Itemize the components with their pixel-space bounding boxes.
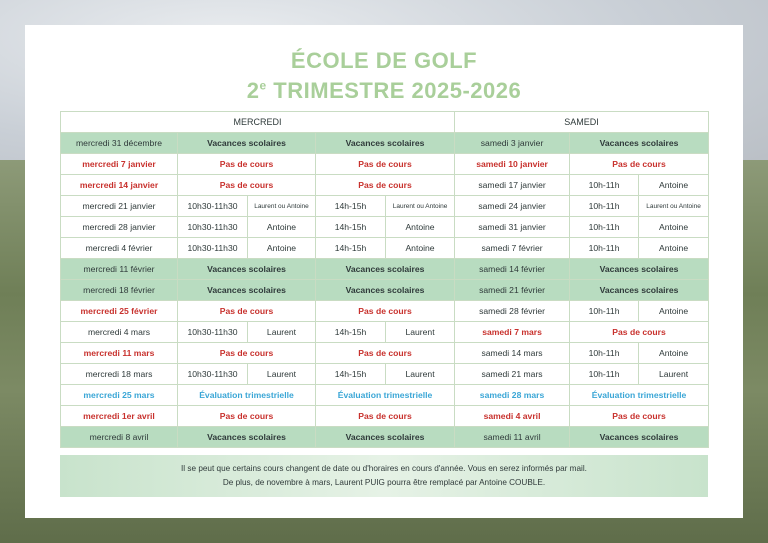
sat-date: samedi 14 mars [455,343,570,364]
sat-time: 10h-11h [570,175,639,196]
sat-date: samedi 10 janvier [455,154,570,175]
sat-coach: Antoine [639,175,709,196]
wed-afternoon-status: Pas de cours [316,406,455,427]
wed-afternoon-coach: Laurent ou Antoine [386,196,455,217]
sat-status: Évaluation trimestrielle [570,385,709,406]
sat-time: 10h-11h [570,301,639,322]
wed-date: mercredi 1er avril [61,406,178,427]
header-mercredi: MERCREDI [61,112,455,133]
table-row [61,364,709,385]
wed-afternoon-status: Pas de cours [316,343,455,364]
sat-time: 10h-11h [570,343,639,364]
footer-note [60,455,708,497]
wed-date: mercredi 8 avril [61,427,178,448]
wed-morning-status: Évaluation trimestrielle [178,385,316,406]
schedule-sheet [35,35,733,508]
wed-morning-status: Pas de cours [178,301,316,322]
table-row [61,427,709,448]
wed-date: mercredi 14 janvier [61,175,178,196]
sat-coach: Antoine [639,343,709,364]
wed-morning-status: Pas de cours [178,406,316,427]
wed-morning-status: Vacances scolaires [178,427,316,448]
schedule-table [60,111,709,448]
sat-date: samedi 28 mars [455,385,570,406]
sat-coach: Antoine [639,238,709,259]
wed-afternoon-status: Vacances scolaires [316,427,455,448]
table-row [61,175,709,196]
sat-status: Pas de cours [570,406,709,427]
wed-morning-time: 10h30-11h30 [178,217,248,238]
table-row [61,154,709,175]
wed-morning-status: Vacances scolaires [178,280,316,301]
wed-date: mercredi 31 décembre [61,133,178,154]
wed-morning-status: Pas de cours [178,343,316,364]
sat-date: samedi 21 mars [455,364,570,385]
wed-date: mercredi 28 janvier [61,217,178,238]
wed-morning-coach: Laurent ou Antoine [248,196,316,217]
wed-afternoon-status: Pas de cours [316,175,455,196]
wed-afternoon-coach: Antoine [386,238,455,259]
sat-status: Pas de cours [570,154,709,175]
header-samedi: SAMEDI [455,112,709,133]
wed-date: mercredi 7 janvier [61,154,178,175]
sat-coach: Antoine [639,301,709,322]
sat-date: samedi 4 avril [455,406,570,427]
sat-date: samedi 31 janvier [455,217,570,238]
wed-afternoon-coach: Antoine [386,217,455,238]
table-row [61,196,709,217]
sat-status: Vacances scolaires [570,259,709,280]
wed-morning-time: 10h30-11h30 [178,364,248,385]
table-row [61,259,709,280]
wed-afternoon-time: 14h-15h [316,238,386,259]
wed-date: mercredi 11 février [61,259,178,280]
sat-status: Vacances scolaires [570,133,709,154]
page-subtitle: 2e TRIMESTRE 2025-2026 [246,78,522,103]
sat-date: samedi 17 janvier [455,175,570,196]
wed-morning-coach: Laurent [248,322,316,343]
wed-date: mercredi 21 janvier [61,196,178,217]
table-row [61,238,709,259]
wed-date: mercredi 11 mars [61,343,178,364]
sat-date: samedi 7 février [455,238,570,259]
wed-date: mercredi 18 mars [61,364,178,385]
wed-afternoon-status: Pas de cours [316,301,455,322]
wed-afternoon-status: Pas de cours [316,154,455,175]
sat-status: Vacances scolaires [570,427,709,448]
wed-afternoon-time: 14h-15h [316,322,386,343]
sat-coach: Antoine [639,217,709,238]
wed-afternoon-coach: Laurent [386,364,455,385]
wed-morning-time: 10h30-11h30 [178,238,248,259]
sat-date: samedi 11 avril [455,427,570,448]
sat-time: 10h-11h [570,196,639,217]
sat-date: samedi 7 mars [455,322,570,343]
wed-morning-coach: Laurent [248,364,316,385]
wed-morning-status: Pas de cours [178,154,316,175]
wed-morning-time: 10h30-11h30 [178,322,248,343]
wed-morning-coach: Antoine [248,238,316,259]
sat-coach: Laurent ou Antoine [639,196,709,217]
wed-date: mercredi 4 mars [61,322,178,343]
table-row [61,406,709,427]
wed-afternoon-time: 14h-15h [316,217,386,238]
wed-afternoon-coach: Laurent [386,322,455,343]
table-row [61,385,709,406]
note-line-1: Il se peut que certains cours changent de date ou d'horaires en cours d'année. Vous en serez informés par mail. [181,464,587,473]
sat-date: samedi 3 janvier [455,133,570,154]
sat-coach: Laurent [639,364,709,385]
sat-date: samedi 21 février [455,280,570,301]
table-row [61,343,709,364]
wed-date: mercredi 25 mars [61,385,178,406]
table-row [61,133,709,154]
wed-morning-status: Pas de cours [178,175,316,196]
wed-afternoon-status: Évaluation trimestrielle [316,385,455,406]
table-row [61,217,709,238]
sat-status: Pas de cours [570,322,709,343]
wed-date: mercredi 25 février [61,301,178,322]
sat-date: samedi 28 février [455,301,570,322]
note-line-2: De plus, de novembre à mars, Laurent PUIG pourra être remplacé par Antoine COUBLE. [222,478,546,487]
wed-afternoon-status: Vacances scolaires [316,133,455,154]
table-row [61,280,709,301]
table-row [61,322,709,343]
wed-afternoon-status: Vacances scolaires [316,259,455,280]
sat-time: 10h-11h [570,238,639,259]
wed-date: mercredi 18 février [61,280,178,301]
wed-morning-status: Vacances scolaires [178,133,316,154]
sat-time: 10h-11h [570,364,639,385]
sat-status: Vacances scolaires [570,280,709,301]
wed-morning-status: Vacances scolaires [178,259,316,280]
wed-afternoon-time: 14h-15h [316,364,386,385]
wed-afternoon-time: 14h-15h [316,196,386,217]
sat-date: samedi 24 janvier [455,196,570,217]
page-title: ÉCOLE DE GOLF [290,48,478,73]
wed-date: mercredi 4 février [61,238,178,259]
sat-time: 10h-11h [570,217,639,238]
wed-afternoon-status: Vacances scolaires [316,280,455,301]
wed-morning-time: 10h30-11h30 [178,196,248,217]
table-row [61,301,709,322]
sat-date: samedi 14 février [455,259,570,280]
wed-morning-coach: Antoine [248,217,316,238]
